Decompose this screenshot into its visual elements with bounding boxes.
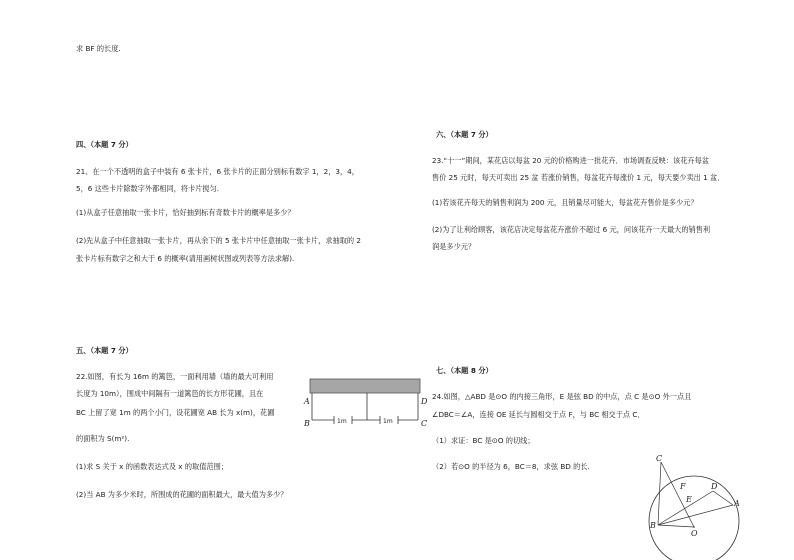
q22-line3: BC 上留了宽 1m 的两个小门，设花圃宽 AB 长为 x(m)，花圃	[76, 408, 275, 417]
label-A: A	[304, 397, 310, 406]
segment-BO	[658, 525, 694, 527]
section4-heading: 四、（本题 7 分）	[76, 140, 133, 149]
segment-DA	[713, 491, 733, 505]
q23-part1: (1)若该花卉每天的销售利润为 200 元，且销量尽可能大，每盆花卉售价是多少元？	[432, 198, 698, 207]
label-C: C	[656, 454, 663, 463]
q24-line1: 24.如图，△ABD 是⊙O 的内接三角形，E 是弦 BD 的中点，点 C 是⊙O 外一点且	[432, 392, 692, 401]
q23-line2: 售价 25 元时，每天可卖出 25 盆 若涨价销售，每盆花卉每涨价 1 元，每天要少卖出 1 盆．	[432, 173, 725, 182]
segment-BA	[658, 505, 733, 525]
q23-part2-line2: 润是多少元？	[432, 242, 476, 251]
door-label-2: 1m	[383, 418, 393, 425]
section6-heading: 六、（本题 7 分）	[436, 130, 493, 139]
circle-figure	[646, 450, 746, 560]
section5-heading: 五、（本题 7 分）	[76, 346, 133, 355]
q21-part2-line2: 张卡片标有数字之和大于 6 的概率(请用画树状图或列表等方法求解).	[76, 254, 295, 263]
label-O: O	[691, 529, 698, 538]
q24-part2: （2）若⊙O 的半径为 6，BC＝8，求弦 BD 的长.	[432, 462, 590, 471]
door-label-1: 1m	[337, 418, 347, 425]
q21-part1: (1)从盒子任意抽取一张卡片，恰好抽到标有奇数卡片的概率是多少？	[76, 208, 295, 217]
q23-part2-line1: (2)为了让利给顾客，该花店决定每盆花卉涨价不超过 6 元，问该花卉一天最大的销售利	[432, 225, 711, 234]
label-E: E	[686, 495, 692, 504]
label-B: B	[650, 521, 656, 530]
q22-part1: (1)求 S 关于 x 的函数表达式及 x 的取值范围；	[76, 462, 228, 471]
q22-part2: (2)当 AB 为多少米时，所围成的花圃的面积最大，最大值为多少？	[76, 490, 288, 499]
label-B: B	[304, 419, 310, 428]
label-D: D	[421, 397, 428, 406]
section7-heading: 七、（本题 8 分）	[436, 366, 493, 375]
q22-line1: 22.如图，有长为 16m 的篱笆，一面利用墙（墙的最大可利用	[76, 372, 274, 381]
label-F: F	[680, 482, 686, 491]
q21-part2-line1: (2)先从盒子中任意抽取一张卡片，再从余下的 5 张卡片中任意抽取一张卡片，求抽取的 2	[76, 236, 361, 245]
q23-line1: 23.“十一”期间，某花店以每盆 20 元的价格购进一批花卉．市场调查反映：该花卉每盆	[432, 156, 709, 165]
q22-line4: 的面积为 S(m²).	[76, 434, 130, 443]
circle-O	[649, 476, 739, 560]
q21-line1: 21、在一个不透明的盒子中装有 6 张卡片，6 张卡片的正面分别标有数字 1，2，3，4，	[76, 167, 359, 176]
wall	[310, 379, 420, 393]
label-D: D	[711, 482, 718, 491]
label-A: A	[734, 499, 740, 508]
label-C: C	[421, 419, 428, 428]
q24-line2: ∠DBC＝∠A，连接 OE 延长与圆相交于点 F，与 BC 相交于点 C．	[432, 410, 645, 419]
fence-figure	[300, 374, 430, 434]
q24-part1: （1）求证：BC 是⊙O 的切线；	[432, 436, 535, 445]
q20-tail: 求 BF 的长度.	[76, 44, 121, 53]
q22-line2: 长度为 10m），围成中间隔有一道篱笆的长方形花圃，且在	[76, 389, 264, 398]
q21-line2: 5，6 这些卡片除数字外都相同，将卡片搅匀.	[76, 184, 220, 193]
